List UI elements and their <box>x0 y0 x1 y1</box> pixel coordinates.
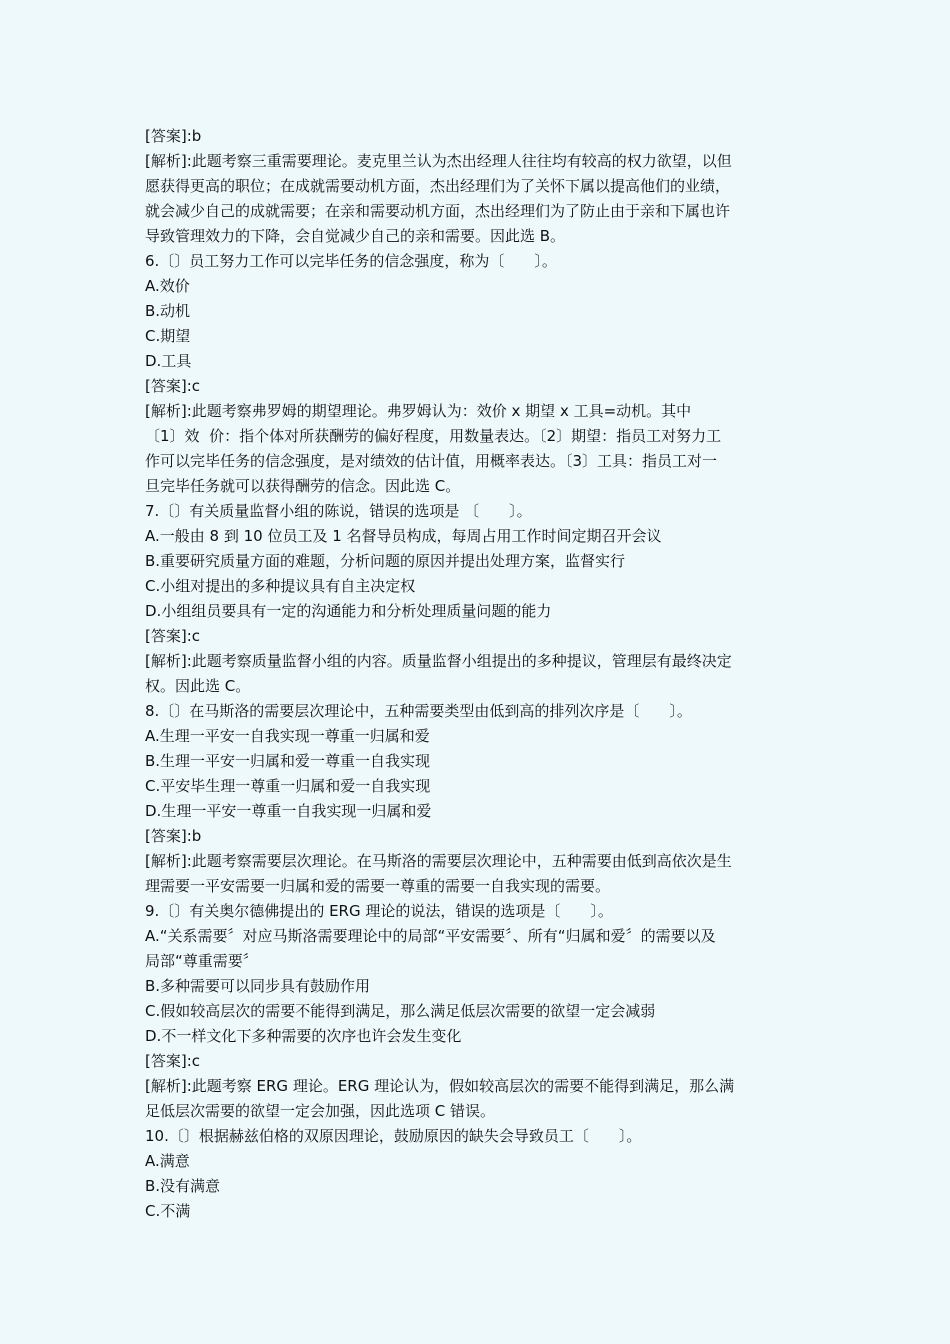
question-9: 9.〔〕有关奥尔德佛提出的 ERG 理论的说法，错误的选项是〔 〕。 <box>145 902 613 920</box>
option-line: A.效价 <box>145 277 190 295</box>
analysis-line: 旦完毕任务就可以获得酬劳的信念。因此选 C。 <box>145 477 461 495</box>
analysis-line: [解析]:此题考察 ERG 理论。ERG 理论认为，假如较高层次的需要不能得到满足，那么满 <box>145 1077 735 1095</box>
option-line: D.不一样文化下多种需要的次序也许会发生变化 <box>145 1027 462 1045</box>
option-line: 局部“尊重需要〞 <box>145 952 258 970</box>
analysis-line: 〔1〕效 价：指个体对所获酬劳的偏好程度，用数量表达。〔2〕期望：指员工对努力工 <box>145 427 722 445</box>
option-line: C.平安毕生理一尊重一归属和爱一自我实现 <box>145 777 431 795</box>
option-line: D.小组组员要具有一定的沟通能力和分析处理质量问题的能力 <box>145 602 552 620</box>
analysis-line: 就会减少自己的成就需要；在亲和需要动机方面，杰出经理们为了防止由于亲和下属也许 <box>145 202 731 220</box>
analysis-line: [解析]:此题考察三重需要理论。麦克里兰认为杰出经理人往往均有较高的权力欲望，以但 <box>145 152 732 170</box>
option-line: A.“关系需要〞对应马斯洛需要理论中的局部“平安需要〞、所有“归属和爱〞的需要以及 <box>145 927 716 945</box>
option-line: B.生理一平安一归属和爱一尊重一自我实现 <box>145 752 431 770</box>
option-line: B.重要研究质量方面的难题，分析问题的原因并提出处理方案，监督实行 <box>145 552 626 570</box>
answer-line: [答案]:b <box>145 127 202 145</box>
question-6: 6.〔〕员工努力工作可以完毕任务的信念强度，称为〔 〕。 <box>145 252 557 270</box>
analysis-line: [解析]:此题考察弗罗姆的期望理论。弗罗姆认为：效价 x 期望 x 工具=动机。其中 <box>145 402 692 420</box>
question-10: 10.〔〕根据赫兹伯格的双原因理论，鼓励原因的缺失会导致员工〔 〕。 <box>145 1127 642 1145</box>
analysis-line: 权。因此选 C。 <box>145 677 251 695</box>
option-line: A.满意 <box>145 1152 190 1170</box>
analysis-line: [解析]:此题考察质量监督小组的内容。质量监督小组提出的多种提议，管理层有最终决定 <box>145 652 732 670</box>
analysis-line: [解析]:此题考察需要层次理论。在马斯洛的需要层次理论中，五种需要由低到高依次是生 <box>145 852 732 870</box>
option-line: C.期望 <box>145 327 191 345</box>
option-line: B.动机 <box>145 302 191 320</box>
question-8: 8.〔〕在马斯洛的需要层次理论中，五种需要类型由低到高的排列次序是〔 〕。 <box>145 702 692 720</box>
option-line: C.不满 <box>145 1202 191 1220</box>
analysis-line: 愿获得更高的职位；在成就需要动机方面，杰出经理们为了关怀下属以提高他们的业绩， <box>145 177 731 195</box>
analysis-line: 导致管理效力的下降，会自觉减少自己的亲和需要。因此选 B。 <box>145 227 566 245</box>
answer-line: [答案]:c <box>145 1052 201 1070</box>
answer-line: [答案]:c <box>145 627 201 645</box>
answer-line: [答案]:b <box>145 827 202 845</box>
option-line: A.一般由 8 到 10 位员工及 1 名督导员构成，每周占用工作时间定期召开会议 <box>145 527 662 545</box>
option-line: C.假如较高层次的需要不能得到满足，那么满足低层次需要的欲望一定会减弱 <box>145 1002 656 1020</box>
question-7: 7.〔〕有关质量监督小组的陈说，错误的选项是 〔 〕。 <box>145 502 532 520</box>
analysis-line: 理需要一平安需要一归属和爱的需要一尊重的需要一自我实现的需要。 <box>145 877 611 895</box>
analysis-line: 足低层次需要的欲望一定会加强，因此选项 C 错误。 <box>145 1102 496 1120</box>
answer-line: [答案]:c <box>145 377 201 395</box>
option-line: B.多种需要可以同步具有鼓励作用 <box>145 977 371 995</box>
option-line: B.没有满意 <box>145 1177 221 1195</box>
option-line: C.小组对提出的多种提议具有自主决定权 <box>145 577 416 595</box>
option-line: D.工具 <box>145 352 192 370</box>
option-line: A.生理一平安一自我实现一尊重一归属和爱 <box>145 727 430 745</box>
document-body <box>145 124 807 1224</box>
option-line: D.生理一平安一尊重一自我实现一归属和爱 <box>145 802 432 820</box>
analysis-line: 作可以完毕任务的信念强度，是对绩效的估计值，用概率表达。〔3〕工具：指员工对一 <box>145 452 718 470</box>
